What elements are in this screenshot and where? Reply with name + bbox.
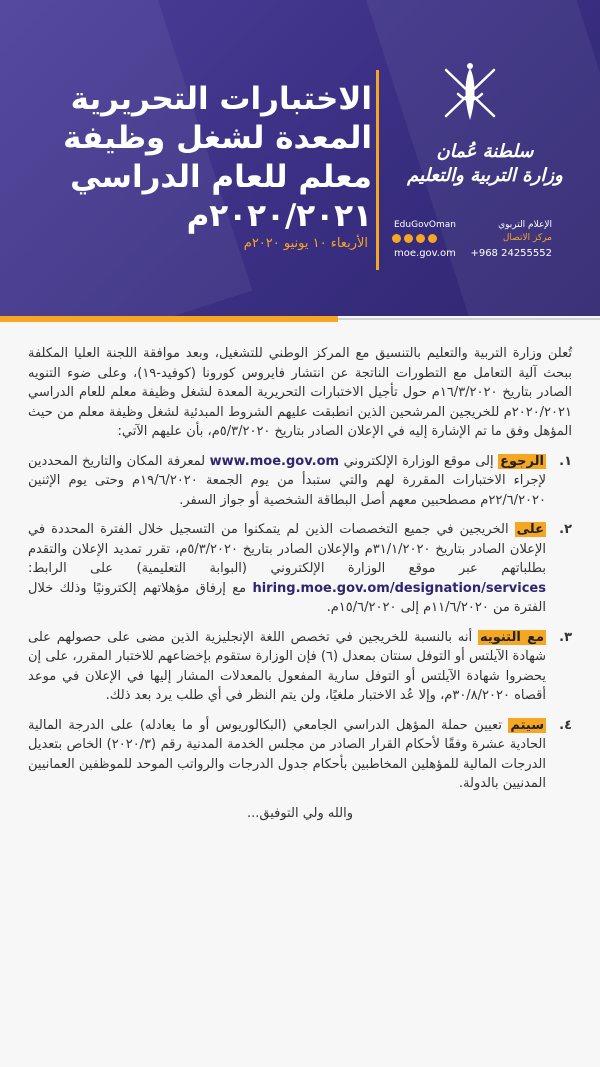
- intro-paragraph: تُعلن وزارة التربية والتعليم بالتنسيق مع المركز الوطني للتشغيل، وبعد موافقة اللجنة العليا المكلفة ببحث آلية التعامل مع التطورات الناتجة عن انتشار فايروس كورونا (كوفيد-١٩)، وعلى ضوء التنويه الصادر بتاريخ ١٦/٣/٢٠٢٠م حول تأجيل الاختبارات التحريرية المعدة لشغل وظيفة معلم للعام الدراسي ٢٠٢٠/٢٠٢١م للخريجين المرشحين الذين انطبقت عليهم الشروط المبدئية لشغل وظيفة معلم من حيث المؤهل وفق ما تم الإشارة إليه في الإعلان الصادر بتاريخ ٥/٣/٢٠٢٠م، بأن عليهم الآتي:: [28, 346, 572, 439]
- header-divider: [376, 70, 379, 270]
- twitter-icon[interactable]: [416, 234, 425, 243]
- list-item: [28, 628, 572, 706]
- website-link[interactable]: moe.gov.om: [394, 248, 456, 259]
- ministry-line: سلطنة عُمان: [436, 141, 534, 162]
- title-line: الاختبارات التحريرية: [70, 81, 372, 117]
- item-lead: على: [516, 522, 544, 537]
- divider: [338, 318, 600, 320]
- youtube-icon[interactable]: [392, 234, 401, 243]
- item-text: لمعرفة المكان والتاريخ المحددين لإجراء الاختبارات المقررة لهم والتي ستبدأ من يوم الجمعة ١٩/٦/٢٠٢٠م وحتى يوم الإثنين ٢٢/٦/٢٠٢٠م مصطحبين معهم أصل البطاقة الشخصية أو جواز السفر.: [28, 453, 546, 508]
- item-lead: سيتم: [510, 717, 544, 733]
- oman-emblem-icon: [436, 60, 504, 126]
- instagram-icon[interactable]: [404, 234, 413, 243]
- announcement-title: [42, 80, 372, 236]
- website-link[interactable]: www.moe.gov.om: [209, 453, 340, 469]
- contact-block: [388, 220, 588, 270]
- media-label: الإعلام التربوي: [498, 220, 552, 230]
- item-lead: الرجوع: [500, 453, 544, 469]
- social-handle[interactable]: EduGovOman: [394, 220, 456, 230]
- title-line: ٢٠٢٠/٢٠٢١م: [186, 198, 372, 234]
- item-text: تعيين حملة المؤهل الدراسي الجامعي (البكالوريوس أو ما يعادله) على الدرجة المالية الحادية عشرة وفقًا لأحكام القرار الصادر من مجلس الخدمة المدنية رقم (٢٠٢٠/٣) الخاص بتعديل الدرجات المالية للمؤهلين المخاطبين بأحكام جدول الدرجات والرواتب الموحد للموظفين العمانيين المدنيين بالدولة.: [28, 717, 546, 791]
- list-item: [28, 452, 572, 511]
- item-text: الخريجين في جميع التخصصات الذين لم يتمكنوا من التسجيل خلال الفترة المحددة في الإعلان الصادر بتاريخ ٣١/١/٢٠٢٠م والإعلان الصادر بتاريخ ٥/٣/٢٠٢٠م، تقرر تمديد الإعلان والتقدم بطلباتهم عبر موقع الوزارة الإلكتروني (البوابة التعليمية) على الرابط:: [28, 522, 546, 576]
- item-number: ٣.: [559, 629, 572, 645]
- ministry-logo-text: [390, 140, 580, 188]
- title-line: معلم للعام الدراسي: [70, 159, 372, 195]
- item-text: مع إرفاق مؤهلاتهم إلكترونيًا وذلك خلال الفترة من ١١/٦/٢٠٢٠م إلى ١٥/٦/٢٠٢٠م.: [28, 580, 546, 615]
- contact-center-label: مركز الاتصال: [502, 233, 552, 243]
- list-item: [28, 520, 572, 618]
- item-number: ٢.: [559, 522, 572, 537]
- announcement-body: [28, 344, 572, 823]
- title-line: المعدة لشغل وظيفة: [63, 120, 372, 156]
- accent-bar: [0, 316, 338, 322]
- phone-number[interactable]: +968 24255552: [470, 248, 552, 259]
- header-banner: [0, 0, 600, 316]
- hiring-link[interactable]: hiring.moe.gov.om/designation/services: [252, 580, 546, 596]
- facebook-icon[interactable]: [428, 234, 437, 243]
- item-text: إلى موقع الوزارة الإلكتروني: [339, 453, 499, 469]
- item-number: ١.: [559, 453, 572, 469]
- ministry-line: وزارة التربية والتعليم: [407, 165, 563, 186]
- item-number: ٤.: [559, 717, 572, 733]
- announcement-date: الأربعاء ١٠ يونيو ٢٠٢٠م: [243, 236, 368, 251]
- item-text: أنه بالنسبة للخريجين في تخصص اللغة الإنجليزية الذين مضى على حصولهم على شهادة الآيلتس أو التوفل سنتان بمعدل (٦) فإن الوزارة ستقوم بإخضاعهم للاختبار المقرر، على إن يحضروا شهادة الآيلتس أو التوفل سارية المفعول بالمعدلات المشار إليها في الإعلان في موعد أقصاه ٣٠/٨/٢٠٢٠م، وإلا عُد الاختبار ملغيًا، ولن يتم النظر في أي طلب يرد بعد ذلك.: [28, 629, 546, 703]
- social-icons: [392, 234, 440, 246]
- list-item: [28, 716, 572, 794]
- item-lead: مع التنويه: [479, 629, 545, 645]
- closing-line: والله ولي التوفيق...: [246, 805, 354, 821]
